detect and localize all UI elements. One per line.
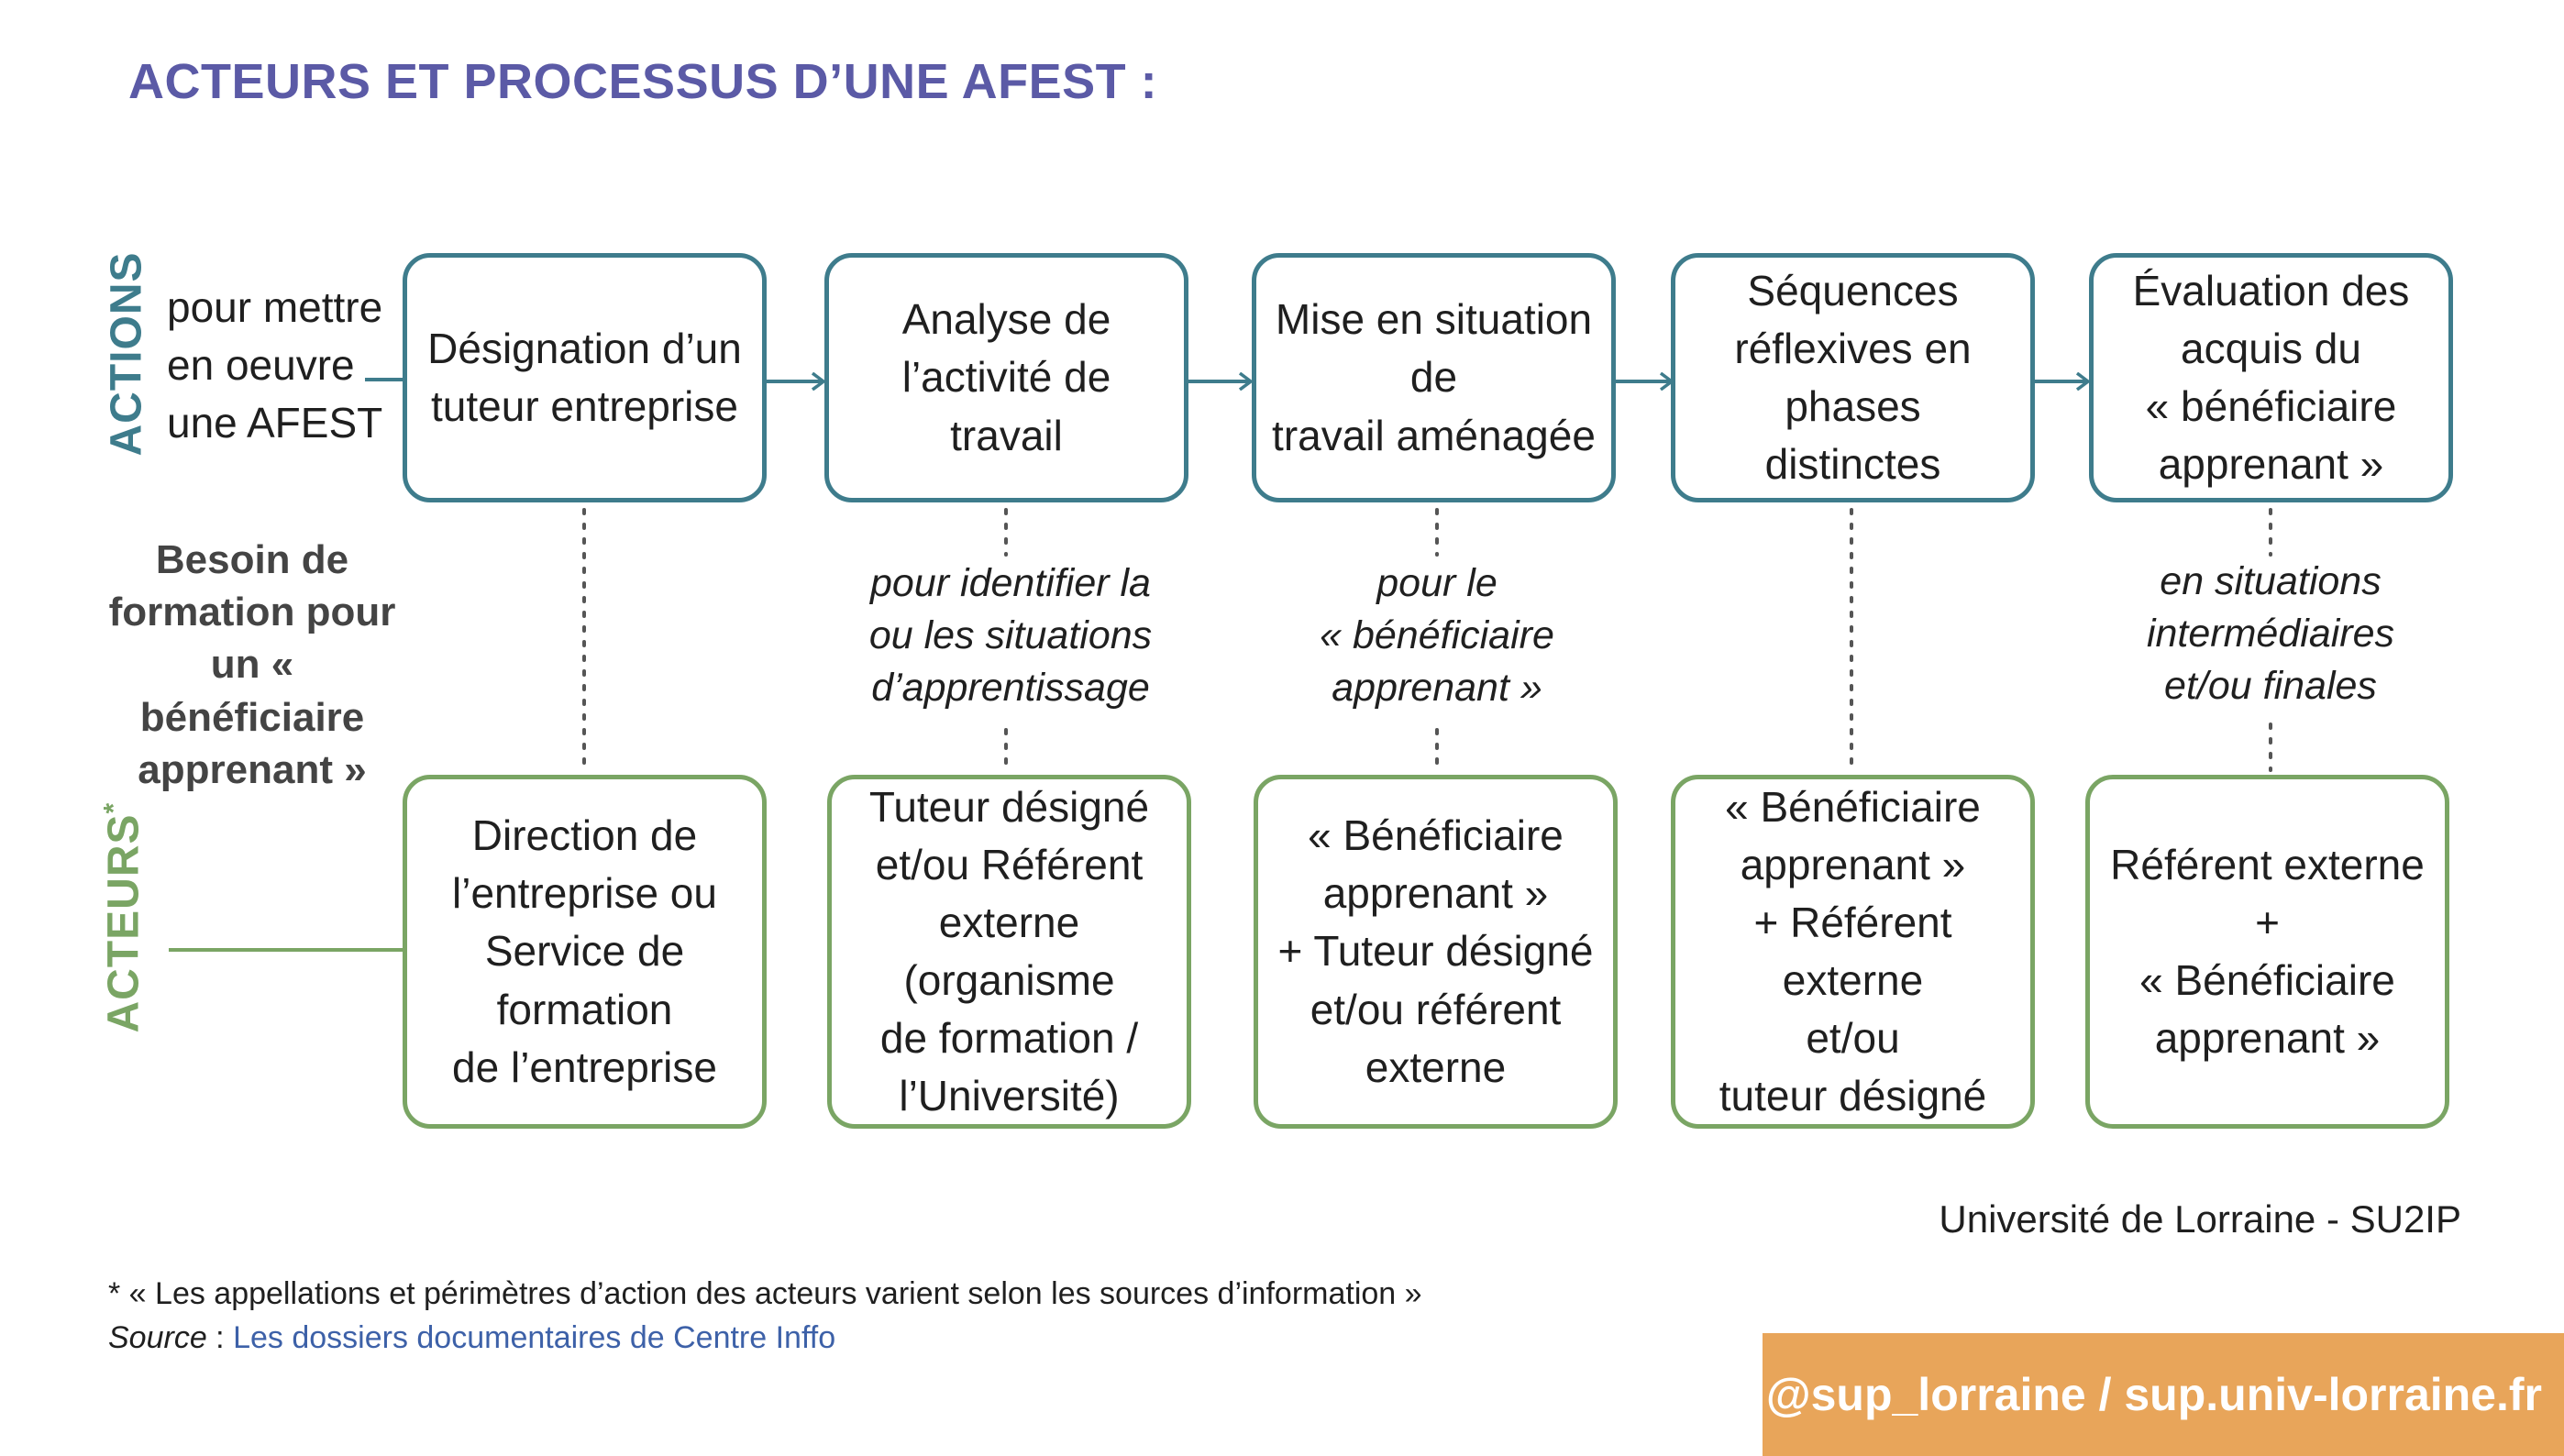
footnote: * « Les appellations et périmètres d’action des acteurs varient selon les sources d’information »: [108, 1276, 1422, 1311]
action-box-analyse: Analyse de l’activité de travail: [824, 253, 1188, 502]
action-box-designation: Désignation d’un tuteur entreprise: [403, 253, 767, 502]
acteurs-footnote-mark: *: [98, 801, 129, 814]
source-label: Source: [108, 1320, 207, 1355]
actions-intro: pour mettre en oeuvre une AFEST: [167, 283, 383, 447]
source-separator: :: [206, 1320, 234, 1355]
note-analyse: pour identifier la ou les situations d’apprentissage: [868, 561, 1153, 711]
credit-text: Université de Lorraine - SU2IP: [1939, 1197, 2461, 1241]
note-mise-en-situation: pour le « bénéficiaire apprenant »: [1320, 561, 1554, 711]
action-box-sequences: Séquences réflexives en phases distinctes: [1671, 253, 2035, 502]
source-link[interactable]: Les dossiers documentaires de Centre Inffo: [233, 1320, 836, 1355]
acteurs-row-label: [98, 801, 149, 1033]
banner-text[interactable]: @sup_lorraine / sup.univ-lorraine.fr: [1765, 1369, 2542, 1420]
acteur-box-tuteur: Tuteur désigné et/ou Référent externe (organisme de formation / l’Université): [827, 775, 1191, 1129]
acteur-box-beneficiaire-tuteur: « Bénéficiaire apprenant » + Tuteur désigné et/ou référent externe: [1254, 775, 1618, 1129]
actions-row-label: ACTIONS: [102, 251, 151, 457]
footer-banner: [1763, 1333, 2564, 1456]
acteur-box-referent-externe: Référent externe + « Bénéficiaire apprenant »: [2085, 775, 2449, 1129]
acteurs-row-label-text: ACTEURS: [99, 813, 149, 1033]
note-evaluation: en situations intermédiaires et/ou finales: [2146, 559, 2395, 709]
acteur-box-direction: Direction de l’entreprise ou Service de formation de l’entreprise: [403, 775, 767, 1129]
action-box-evaluation: Évaluation des acquis du « bénéficiaire apprenant »: [2089, 253, 2453, 502]
page-title: ACTEURS ET PROCESSUS D’UNE AFEST :: [128, 54, 1158, 109]
source-line: [108, 1320, 835, 1356]
action-box-mise-en-situation: Mise en situation de travail aménagée: [1252, 253, 1616, 502]
besoin-label: Besoin de formation pour un « bénéficiaire apprenant »: [108, 537, 396, 792]
acteur-box-beneficiaire-referent: « Bénéficiaire apprenant » + Référent externe et/ou tuteur désigné: [1671, 775, 2035, 1129]
